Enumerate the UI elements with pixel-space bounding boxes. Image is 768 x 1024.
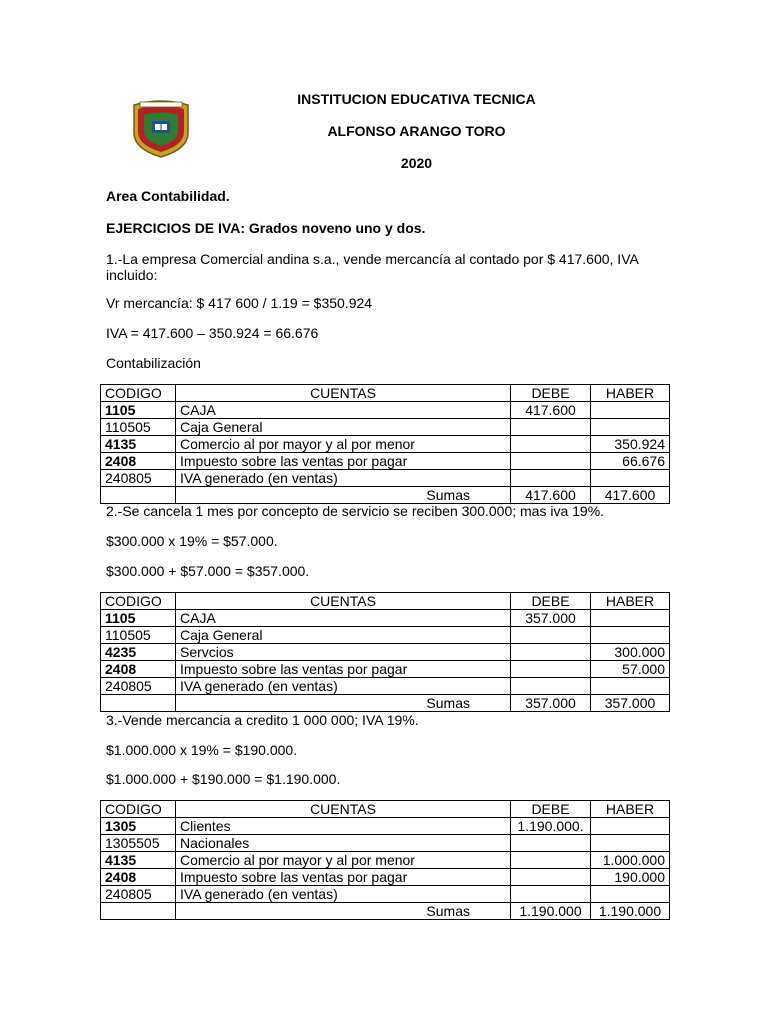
total-debit: 357.000 — [511, 695, 591, 712]
table-row — [101, 835, 670, 852]
exercise-3-calc-2: $1.000.000 + $190.000 = $1.190.000. — [106, 771, 341, 787]
table-row — [101, 661, 670, 678]
total-debit: 1.190.000 — [511, 903, 591, 920]
row-debit: 417.600 — [511, 402, 591, 419]
exercise-2-calc-2: $300.000 + $57.000 = $357.000. — [106, 563, 310, 579]
year: 2020 — [400, 155, 433, 171]
table-totals-row — [101, 487, 670, 504]
row-debit — [511, 835, 591, 852]
row-credit — [591, 835, 670, 852]
row-account: Comercio al por mayor y al por menor — [176, 436, 511, 453]
row-account: CAJA — [176, 402, 511, 419]
totals-label: Sumas — [176, 695, 511, 712]
row-account: Nacionales — [176, 835, 511, 852]
header-cuentas: CUENTAS — [176, 385, 511, 402]
row-account: Impuesto sobre las ventas por pagar — [176, 453, 511, 470]
exercise-2-calc-1: $300.000 x 19% = $57.000. — [106, 533, 278, 549]
totals-empty — [101, 695, 176, 712]
header-haber: HABER — [591, 593, 670, 610]
row-code: 110505 — [101, 419, 176, 436]
row-debit — [511, 627, 591, 644]
journal-table-3 — [100, 800, 670, 920]
totals-label: Sumas — [176, 487, 511, 504]
total-credit: 1.190.000 — [591, 903, 670, 920]
row-credit — [591, 678, 670, 695]
row-code: 4135 — [101, 436, 176, 453]
table-header-row — [101, 801, 670, 818]
area-title: Area Contabilidad. — [106, 188, 230, 204]
table-header-row — [101, 593, 670, 610]
table-row — [101, 453, 670, 470]
row-account: Caja General — [176, 419, 511, 436]
exercise-3-calc-1: $1.000.000 x 19% = $190.000. — [106, 742, 298, 758]
row-debit: 357.000 — [511, 610, 591, 627]
exercise-subtitle: EJERCICIOS DE IVA: Grados noveno uno y dos. — [106, 220, 426, 236]
totals-empty — [101, 487, 176, 504]
header-debe: DEBE — [511, 385, 591, 402]
total-debit: 417.600 — [511, 487, 591, 504]
totals-label: Sumas — [176, 903, 511, 920]
row-debit — [511, 436, 591, 453]
table-row — [101, 869, 670, 886]
journal-table-1 — [100, 384, 670, 504]
row-credit — [591, 419, 670, 436]
row-debit — [511, 886, 591, 903]
header-codigo: CODIGO — [101, 593, 176, 610]
table-row — [101, 419, 670, 436]
table-row — [101, 436, 670, 453]
totals-empty — [101, 903, 176, 920]
table-row — [101, 644, 670, 661]
row-code: 2408 — [101, 453, 176, 470]
row-code: 4135 — [101, 852, 176, 869]
row-credit — [591, 402, 670, 419]
table-row — [101, 470, 670, 487]
row-credit — [591, 610, 670, 627]
table-totals-row — [101, 903, 670, 920]
row-account: CAJA — [176, 610, 511, 627]
header-debe: DEBE — [511, 801, 591, 818]
row-account: Impuesto sobre las ventas por pagar — [176, 869, 511, 886]
table-row — [101, 402, 670, 419]
header-codigo: CODIGO — [101, 801, 176, 818]
row-code: 1105 — [101, 610, 176, 627]
journal-table-2 — [100, 592, 670, 712]
header-codigo: CODIGO — [101, 385, 176, 402]
exercise-2-statement: 2.-Se cancela 1 mes por concepto de servicio se reciben 300.000; mas iva 19%. — [106, 503, 605, 519]
header-debe: DEBE — [511, 593, 591, 610]
row-debit — [511, 644, 591, 661]
row-credit — [591, 627, 670, 644]
row-debit — [511, 678, 591, 695]
row-account: IVA generado (en ventas) — [176, 886, 511, 903]
header-cuentas: CUENTAS — [176, 593, 511, 610]
row-account: IVA generado (en ventas) — [176, 678, 511, 695]
exercise-1-statement: 1.-La empresa Comercial andina s.a., vende mercancía al contado por $ 417.600, IVA — [106, 251, 639, 267]
row-debit — [511, 869, 591, 886]
header-cuentas: CUENTAS — [176, 801, 511, 818]
row-code: 2408 — [101, 661, 176, 678]
row-debit — [511, 419, 591, 436]
row-debit — [511, 453, 591, 470]
table-totals-row — [101, 695, 670, 712]
table-row — [101, 610, 670, 627]
table-row — [101, 678, 670, 695]
institution-subname: ALFONSO ARANGO TORO — [327, 123, 506, 139]
row-code: 1305505 — [101, 835, 176, 852]
row-credit: 57.000 — [591, 661, 670, 678]
row-credit: 1.000.000 — [591, 852, 670, 869]
total-credit: 417.600 — [591, 487, 670, 504]
row-account: Comercio al por mayor y al por menor — [176, 852, 511, 869]
row-debit — [511, 470, 591, 487]
table-header-row — [101, 385, 670, 402]
institution-name: INSTITUCION EDUCATIVA TECNICA — [297, 91, 536, 107]
row-debit — [511, 852, 591, 869]
row-code: 110505 — [101, 627, 176, 644]
row-account: IVA generado (en ventas) — [176, 470, 511, 487]
row-account: Clientes — [176, 818, 511, 835]
header-haber: HABER — [591, 385, 670, 402]
row-code: 240805 — [101, 470, 176, 487]
row-debit: 1.190.000. — [511, 818, 591, 835]
row-credit: 66.676 — [591, 453, 670, 470]
exercise-1-statement-cont: incluido: — [106, 267, 158, 283]
row-code: 240805 — [101, 678, 176, 695]
row-code: 4235 — [101, 644, 176, 661]
table-row — [101, 852, 670, 869]
row-account: Caja General — [176, 627, 511, 644]
row-credit: 190.000 — [591, 869, 670, 886]
row-code: 240805 — [101, 886, 176, 903]
row-credit: 350.924 — [591, 436, 670, 453]
contabilizacion-label: Contabilización — [106, 355, 201, 371]
row-account: Servcios — [176, 644, 511, 661]
row-code: 1105 — [101, 402, 176, 419]
row-code: 2408 — [101, 869, 176, 886]
table-row — [101, 627, 670, 644]
table-row — [101, 818, 670, 835]
exercise-1-calc-1: Vr mercancía: $ 417 600 / 1.19 = $350.924 — [106, 295, 373, 311]
total-credit: 357.000 — [591, 695, 670, 712]
row-credit — [591, 818, 670, 835]
row-credit — [591, 470, 670, 487]
table-row — [101, 886, 670, 903]
row-account: Impuesto sobre las ventas por pagar — [176, 661, 511, 678]
header-haber: HABER — [591, 801, 670, 818]
exercise-1-calc-2: IVA = 417.600 – 350.924 = 66.676 — [106, 325, 319, 341]
row-code: 1305 — [101, 818, 176, 835]
exercise-3-statement: 3.-Vende mercancia a credito 1 000 000; IVA 19%. — [106, 712, 419, 728]
row-credit: 300.000 — [591, 644, 670, 661]
row-debit — [511, 661, 591, 678]
row-credit — [591, 886, 670, 903]
